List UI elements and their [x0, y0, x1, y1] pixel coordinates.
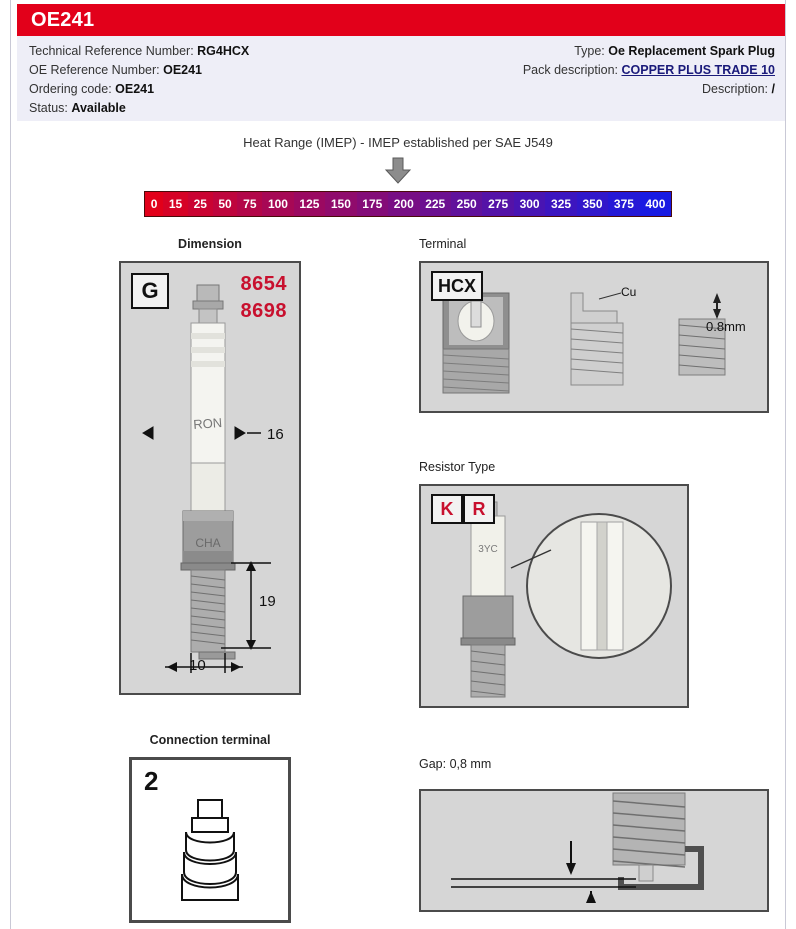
info-row-pack-description	[523, 61, 775, 80]
dimension-code-1: 8654	[240, 273, 287, 295]
page-title: OE241	[31, 8, 95, 31]
heat-range-tick: 0	[145, 192, 163, 216]
info-label-status: Status:	[29, 101, 68, 115]
info-label-technical-reference: Technical Reference Number:	[29, 44, 194, 58]
heat-range-tick: 125	[294, 192, 325, 216]
info-value-technical-reference: RG4HCX	[197, 44, 250, 58]
dimension-value-reach: 19	[259, 593, 276, 610]
terminal-badge-hcx: HCX	[431, 271, 483, 301]
product-info-panel	[17, 36, 785, 121]
heat-range-tick: 300	[514, 192, 545, 216]
dimension-diagram	[121, 263, 299, 693]
page-gutter-right	[785, 0, 796, 929]
info-value-type: Oe Replacement Spark Plug	[608, 44, 775, 58]
product-info-right	[523, 42, 775, 118]
heat-range-tick: 15	[163, 192, 188, 216]
info-label-type: Type:	[574, 44, 605, 58]
dimension-code-2: 8698	[240, 300, 287, 322]
info-label-oe-reference: OE Reference Number:	[29, 63, 160, 77]
svg-text:CHA: CHA	[195, 536, 221, 550]
gap-image-frame	[419, 789, 769, 912]
heat-range-tick: 275	[482, 192, 513, 216]
info-label-pack-description: Pack description:	[522, 63, 618, 77]
terminal-image-frame	[419, 261, 769, 413]
heat-range-tick: 50	[213, 192, 238, 216]
product-info-left	[29, 42, 249, 118]
page-gutter-left	[0, 0, 11, 929]
down-arrow-icon	[383, 158, 413, 184]
info-row-ordering-code	[29, 80, 249, 99]
section-label-gap: Gap: 0,8 mm	[419, 757, 492, 771]
heat-range-tick: 225	[420, 192, 451, 216]
info-value-ordering-code: OE241	[115, 82, 155, 96]
resistor-image-frame	[419, 484, 689, 708]
section-label-connection-terminal: Connection terminal	[149, 733, 271, 747]
heat-range-tick: 375	[608, 192, 639, 216]
dimension-value-hex: 10	[189, 657, 206, 674]
section-label-resistor-type: Resistor Type	[419, 460, 496, 474]
connection-terminal-badge-2: 2	[144, 766, 159, 796]
page-content	[11, 0, 785, 929]
dimension-badge-g: G	[131, 273, 169, 309]
heat-range-tick: 350	[577, 192, 608, 216]
dimension-image-frame	[119, 261, 301, 695]
info-row-technical-reference	[29, 42, 249, 61]
info-value-description: /	[771, 82, 775, 96]
resistor-badge-r: R	[463, 494, 495, 524]
info-label-ordering-code: Ordering code:	[29, 82, 112, 96]
info-row-description	[523, 80, 775, 99]
heat-range-tick: 325	[545, 192, 576, 216]
info-value-status: Available	[71, 101, 126, 115]
info-row-type	[523, 42, 775, 61]
page-title-bar	[17, 4, 785, 36]
dimension-value-diameter: 16	[267, 426, 284, 443]
terminal-note-gap: 0.8mm	[706, 319, 746, 334]
heat-range-tick: 250	[451, 192, 482, 216]
heat-range-tick: 25	[188, 192, 213, 216]
heat-range-tick: 150	[325, 192, 356, 216]
heat-range-tick: 175	[357, 192, 388, 216]
connection-terminal-image-frame	[129, 757, 291, 923]
resistor-badge-k: K	[431, 494, 463, 524]
info-row-oe-reference	[29, 61, 249, 80]
heat-range-title: Heat Range (IMEP) - IMEP established per SAE J549	[243, 135, 553, 150]
heat-range-tick: 400	[640, 192, 671, 216]
heat-range-tick: 75	[237, 192, 262, 216]
section-label-terminal: Terminal	[419, 237, 467, 251]
info-label-description: Description:	[702, 82, 769, 96]
heat-range-scale	[144, 191, 672, 217]
section-label-dimension: Dimension	[178, 237, 242, 251]
info-row-status	[29, 99, 249, 118]
svg-text:3YC: 3YC	[478, 544, 498, 555]
info-value-oe-reference: OE241	[163, 63, 203, 77]
heat-range-tick: 200	[388, 192, 419, 216]
svg-text:RON: RON	[192, 415, 223, 433]
terminal-note-cu: Cu	[621, 285, 637, 299]
gap-diagram	[421, 791, 767, 910]
info-value-pack-description-link[interactable]: COPPER PLUS TRADE 10	[621, 63, 775, 77]
heat-range-tick: 100	[262, 192, 293, 216]
